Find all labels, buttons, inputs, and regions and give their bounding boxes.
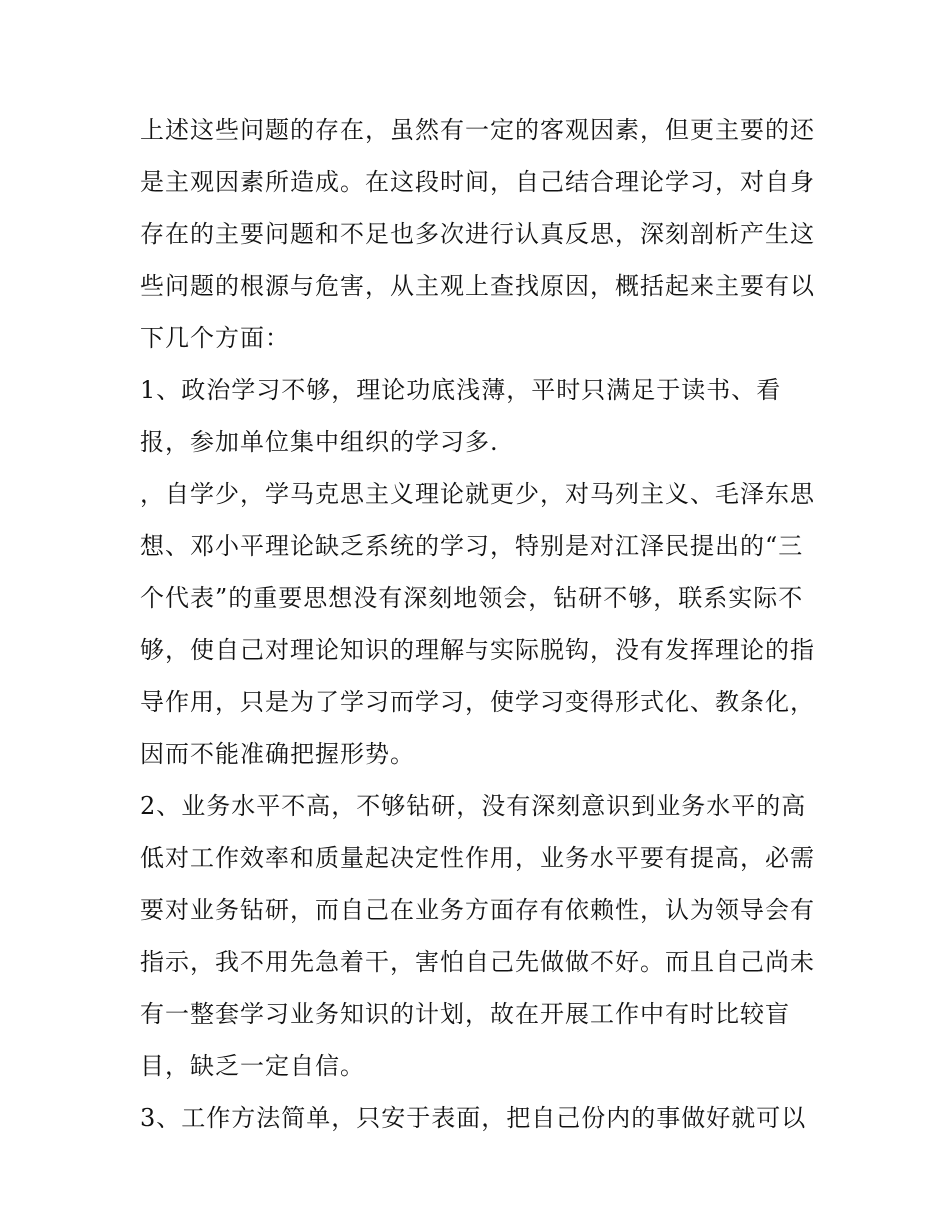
text-line: 想、邓小平理论缺乏系统的学习，特别是对江泽民提出的“三 [140, 532, 804, 560]
text-line: 报，参加单位集中组织的学习多. [140, 428, 499, 456]
text-line: 指示，我不用先急着干，害怕自己先做做不好。而且自己尚未 [140, 948, 815, 976]
text-line: 上述这些问题的存在，虽然有一定的客观因素，但更主要的还 [140, 116, 815, 144]
text-line: 3、工作方法简单，只安于表面，把自己份内的事做好就可以 [140, 1104, 807, 1132]
text-line: 存在的主要问题和不足也多次进行认真反思，深刻剖析产生这 [140, 220, 815, 248]
text-line: ，自学少，学马克思主义理论就更少，对马列主义、毛泽东思 [140, 480, 815, 508]
text-line: 因而不能准确把握形势。 [140, 740, 415, 768]
text-line: 1、政治学习不够，理论功底浅薄，平时只满足于读书、看 [140, 376, 782, 404]
text-line: 些问题的根源与危害，从主观上查找原因，概括起来主要有以 [140, 272, 815, 300]
text-line: 低对工作效率和质量起决定性作用，业务水平要有提高，必需 [140, 844, 815, 872]
text-line: 是主观因素所造成。在这段时间，自己结合理论学习，对自身 [140, 168, 815, 196]
text-line: 导作用，只是为了学习而学习，使学习变得形式化、教条化， [140, 688, 815, 716]
text-line: 要对业务钻研，而自己在业务方面存有依赖性，认为领导会有 [140, 896, 815, 924]
text-line: 2、业务水平不高，不够钻研，没有深刻意识到业务水平的高 [140, 792, 807, 820]
document-body [140, 104, 820, 1144]
text-line: 目，缺乏一定自信。 [140, 1052, 365, 1080]
text-line: 个代表”的重要思想没有深刻地领会，钻研不够，联系实际不 [140, 584, 804, 612]
text-line: 够，使自己对理论知识的理解与实际脱钩，没有发挥理论的指 [140, 636, 815, 664]
text-line: 下几个方面： [140, 324, 290, 352]
text-line: 有一整套学习业务知识的计划，故在开展工作中有时比较盲 [140, 1000, 790, 1028]
